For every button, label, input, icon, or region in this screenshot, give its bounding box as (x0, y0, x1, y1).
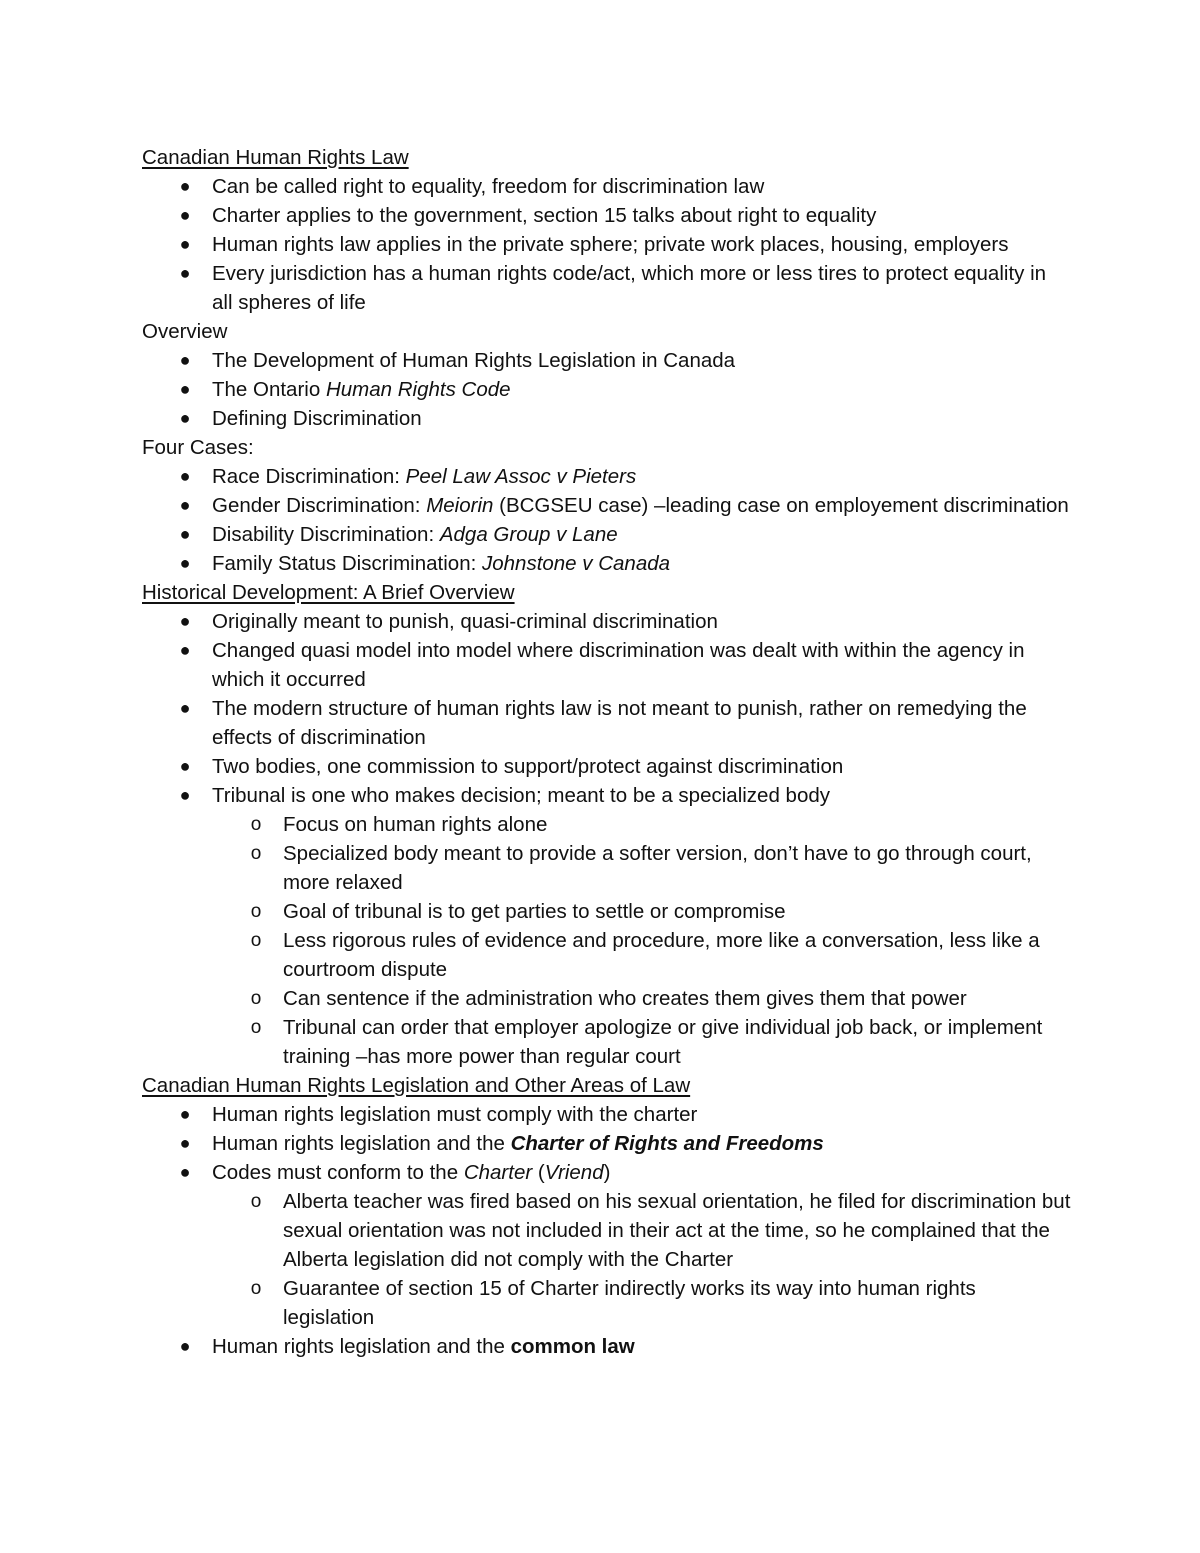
bullet-icon: ● (179, 756, 191, 776)
bullet-icon: ● (179, 553, 191, 573)
list-item: ● Charter applies to the government, section 15 talks about right to equality (142, 201, 1072, 230)
case-name: Vriend (544, 1161, 604, 1184)
case-name: Meiorin (426, 494, 494, 517)
circle-bullet-icon: o (250, 1191, 262, 1212)
document-page (142, 143, 1072, 1361)
sub-bullet-list (212, 1187, 1072, 1332)
bullet-icon: ● (179, 1162, 191, 1182)
case-name: Adga Group v Lane (439, 523, 618, 546)
bullet-icon: ● (179, 1104, 191, 1124)
section-heading: Four Cases: (142, 436, 254, 459)
list-item: ● Tribunal is one who makes decision; meant to be a specialized body o Focus on human rights alone o Specialized body meant to provide a softer version, don’t have to go through court, more relaxed o Goal of tribunal is to get parties to settle or compromise o Less rigorous rules of evidence and procedure, more like a conversation, less like a courtroom dispute o Can sentence if the administration who creates them gives them that power o Tribunal can order that employer apologize or give individual job back, or implement training –has more power than regular court (142, 781, 1072, 1071)
sub-list-item: o Goal of tribunal is to get parties to settle or compromise (142, 897, 1072, 926)
circle-bullet-icon: o (250, 843, 262, 864)
circle-bullet-icon: o (250, 901, 262, 922)
list-item: ● Human rights legislation and the common law (142, 1332, 1072, 1361)
list-item: ● Human rights law applies in the private sphere; private work places, housing, employers (142, 230, 1072, 259)
case-name: Johnstone v Canada (481, 552, 671, 575)
list-item: ● Every jurisdiction has a human rights code/act, which more or less tires to protect equality in all spheres of life (142, 259, 1072, 317)
list-item: ● Gender Discrimination: Meiorin (BCGSEU case) –leading case on employement discrimination (142, 491, 1072, 520)
list-item: ● Originally meant to punish, quasi-criminal discrimination (142, 607, 1072, 636)
sub-list-item: o Focus on human rights alone (142, 810, 1072, 839)
sub-list-item: o Less rigorous rules of evidence and procedure, more like a conversation, less like a courtroom dispute (142, 926, 1072, 984)
list-item: ● Race Discrimination: Peel Law Assoc v Pieters (142, 462, 1072, 491)
list-item: ● The modern structure of human rights law is not meant to punish, rather on remedying the effects of discrimination (142, 694, 1072, 752)
bullet-icon: ● (179, 785, 191, 805)
bullet-icon: ● (179, 205, 191, 225)
section-heading: Canadian Human Rights Legislation and Other Areas of Law (142, 1074, 691, 1097)
bullet-icon: ● (179, 1336, 191, 1356)
list-item: ● The Ontario Human Rights Code (142, 375, 1072, 404)
list-item: ● The Development of Human Rights Legislation in Canada (142, 346, 1072, 375)
sub-list-item: o Tribunal can order that employer apologize or give individual job back, or implement training –has more power than regular court (142, 1013, 1072, 1071)
bullet-icon: ● (179, 379, 191, 399)
bullet-icon: ● (179, 234, 191, 254)
bold-term: common law (510, 1335, 635, 1358)
bullet-icon: ● (179, 350, 191, 370)
section-heading: Canadian Human Rights Law (142, 146, 409, 169)
charter-title: Charter of Rights and Freedoms (510, 1132, 824, 1155)
bullet-icon: ● (179, 176, 191, 196)
bullet-list (142, 172, 1072, 317)
sub-list-item: o Specialized body meant to provide a softer version, don’t have to go through court, more relaxed (142, 839, 1072, 897)
code-title: Human Rights Code (325, 378, 511, 401)
bullet-icon: ● (179, 495, 191, 515)
bullet-icon: ● (179, 611, 191, 631)
section-heading: Historical Development: A Brief Overview (142, 581, 515, 604)
bullet-icon: ● (179, 640, 191, 660)
sub-bullet-list (212, 810, 1072, 1071)
case-name: Peel Law Assoc v Pieters (405, 465, 637, 488)
list-item: ● Human rights legislation must comply with the charter (142, 1100, 1072, 1129)
section-heading: Overview (142, 320, 228, 343)
bullet-list (142, 1100, 1072, 1361)
list-item: ● Changed quasi model into model where discrimination was dealt with within the agency in which it occurred (142, 636, 1072, 694)
bullet-icon: ● (179, 1133, 191, 1153)
circle-bullet-icon: o (250, 930, 262, 951)
circle-bullet-icon: o (250, 1278, 262, 1299)
sub-list-item: o Alberta teacher was fired based on his sexual orientation, he filed for discrimination but sexual orientation was not included in their act at the time, so he complained that the Alberta legislation did not comply with the Charter (142, 1187, 1072, 1274)
list-item: ● Defining Discrimination (142, 404, 1072, 433)
list-item: ● Two bodies, one commission to support/protect against discrimination (142, 752, 1072, 781)
list-item: ● Disability Discrimination: Adga Group v Lane (142, 520, 1072, 549)
circle-bullet-icon: o (250, 988, 262, 1009)
bullet-icon: ● (179, 524, 191, 544)
bullet-list (142, 346, 1072, 433)
circle-bullet-icon: o (250, 1017, 262, 1038)
list-item: ● Codes must conform to the Charter (Vriend) o Alberta teacher was fired based on his sexual orientation, he filed for discrimination but sexual orientation was not included in their act at the time, so he complained that the Alberta legislation did not comply with the Charter o Guarantee of section 15 of Charter indirectly works its way into human rights legislation (142, 1158, 1072, 1332)
bullet-list (142, 462, 1072, 578)
bullet-list (142, 607, 1072, 1071)
sub-list-item: o Guarantee of section 15 of Charter indirectly works its way into human rights legislation (142, 1274, 1072, 1332)
list-item: ● Human rights legislation and the Charter of Rights and Freedoms (142, 1129, 1072, 1158)
bullet-icon: ● (179, 408, 191, 428)
sub-list-item: o Can sentence if the administration who creates them gives them that power (142, 984, 1072, 1013)
bullet-icon: ● (179, 698, 191, 718)
list-item: ● Family Status Discrimination: Johnstone v Canada (142, 549, 1072, 578)
bullet-icon: ● (179, 466, 191, 486)
bullet-icon: ● (179, 263, 191, 283)
list-item: ● Can be called right to equality, freedom for discrimination law (142, 172, 1072, 201)
circle-bullet-icon: o (250, 814, 262, 835)
